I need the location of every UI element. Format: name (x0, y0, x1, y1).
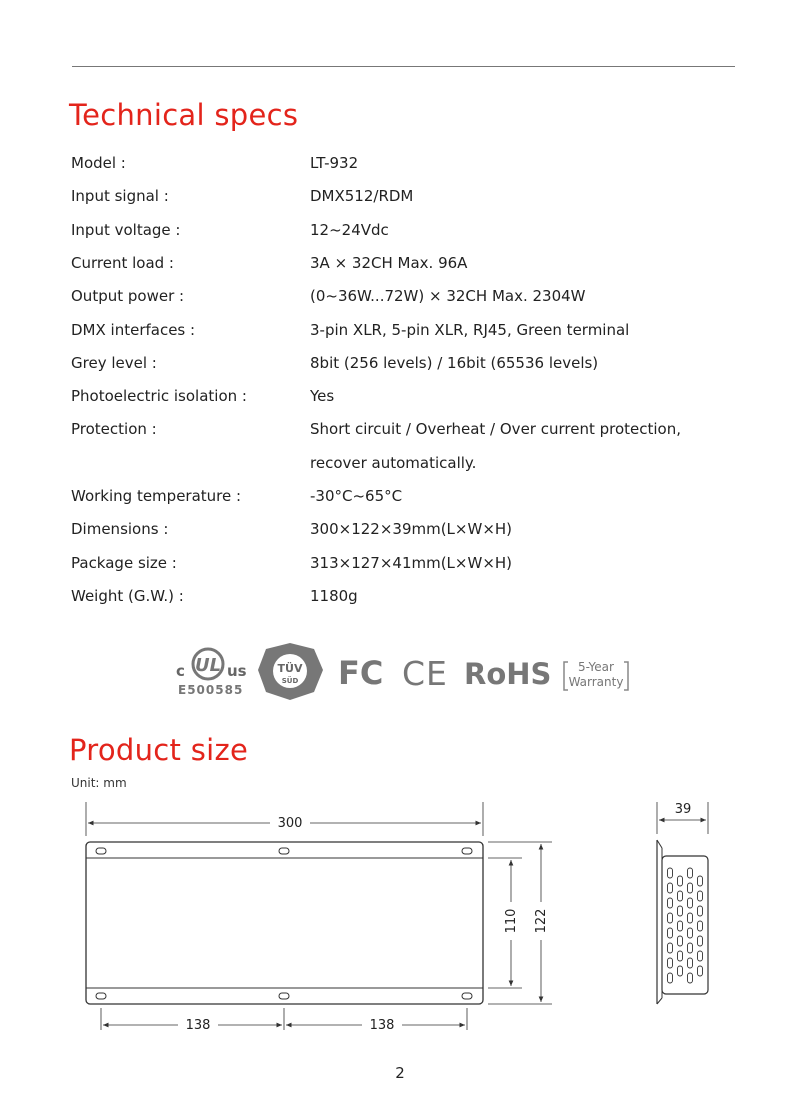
spec-value: Yes (310, 387, 335, 405)
side-view (657, 840, 708, 1004)
vent-slot (698, 891, 703, 901)
dim-hole-spacing-right: 138 (369, 1018, 395, 1030)
spec-label: DMX interfaces : (71, 321, 196, 339)
vent-slot (668, 883, 673, 893)
dim-width (488, 842, 552, 1004)
vent-slot (698, 876, 703, 886)
vent-slot (668, 973, 673, 983)
dim-width-label: 122 (534, 908, 549, 934)
spec-label: Model : (71, 154, 126, 172)
vent-slot (668, 898, 673, 908)
header-rule (72, 66, 735, 67)
size-title: Product size (69, 733, 249, 767)
vent-slot (668, 928, 673, 938)
side-vents (668, 868, 703, 983)
vent-slot (678, 906, 683, 916)
tuv-logo (258, 643, 323, 700)
vent-slot (688, 913, 693, 923)
vent-slot (678, 936, 683, 946)
dim-length-label: 300 (277, 816, 303, 831)
dim-inner-width (488, 858, 522, 988)
vent-slot (688, 898, 693, 908)
vent-slot (668, 958, 673, 968)
specs-title: Technical specs (69, 98, 299, 132)
spec-value: 3A × 32CH Max. 96A (310, 254, 468, 272)
certification-logos (170, 640, 640, 704)
spec-label: Package size : (71, 554, 177, 572)
vent-slot (688, 958, 693, 968)
spec-value: LT-932 (310, 154, 359, 172)
rohs-logo: RoHS (464, 657, 552, 691)
top-view (86, 842, 483, 1004)
spec-value: recover automatically. (310, 454, 477, 472)
unit-label: Unit: mm (71, 776, 127, 790)
spec-value: -30°C~65°C (310, 487, 403, 505)
spec-value: DMX512/RDM (310, 187, 414, 205)
spec-label: Current load : (71, 254, 174, 272)
dim-inner-width-label: 110 (504, 908, 519, 934)
dim-height (657, 802, 708, 834)
spec-value: 313×127×41mm(L×W×H) (310, 554, 513, 572)
tuv-sub: SÜD (281, 677, 299, 685)
dim-length (86, 802, 483, 836)
ul-code: E500585 (178, 683, 244, 697)
spec-value: (0~36W...72W) × 32CH Max. 2304W (310, 287, 586, 305)
product-drawing (0, 790, 800, 1034)
vent-slot (688, 943, 693, 953)
warranty-line2: Warranty (568, 675, 624, 689)
vent-slot (678, 891, 683, 901)
dim-hole-spacing-left: 138 (185, 1018, 211, 1030)
vent-slot (698, 936, 703, 946)
spec-label: Input voltage : (71, 221, 181, 239)
spec-label: Output power : (71, 287, 185, 305)
spec-label: Working temperature : (71, 487, 242, 505)
spec-value: Short circuit / Overheat / Over current protection, (310, 420, 682, 438)
dim-hole-spacing (101, 1008, 467, 1030)
vent-slot (678, 876, 683, 886)
vent-slot (668, 913, 673, 923)
spec-label: Protection : (71, 420, 157, 438)
vent-slot (678, 921, 683, 931)
warranty-line1: 5-Year (578, 660, 614, 674)
page-number: 2 (395, 1064, 405, 1082)
vent-slot (698, 966, 703, 976)
ul-us-text: us (227, 662, 247, 680)
vent-slot (668, 868, 673, 878)
vent-slot (688, 928, 693, 938)
dim-height-label: 39 (674, 802, 692, 817)
spec-value: 3-pin XLR, 5-pin XLR, RJ45, Green terminal (310, 321, 630, 339)
spec-label: Input signal : (71, 187, 169, 205)
vent-slot (688, 868, 693, 878)
spec-label: Weight (G.W.) : (71, 587, 184, 605)
vent-slot (698, 951, 703, 961)
svg-text:UL: UL (195, 655, 222, 676)
vent-slot (668, 943, 673, 953)
ul-logo (176, 649, 247, 697)
tuv-name: TÜV (277, 662, 303, 675)
spec-value: 12~24Vdc (310, 221, 389, 239)
ce-logo: CE (402, 654, 448, 693)
spec-value: 1180g (310, 587, 358, 605)
vent-slot (678, 966, 683, 976)
spec-value: 300×122×39mm(L×W×H) (310, 520, 513, 538)
vent-slot (698, 906, 703, 916)
vent-slot (688, 973, 693, 983)
ul-c-text: c (176, 662, 185, 680)
vent-slot (688, 883, 693, 893)
vent-slot (698, 921, 703, 931)
fcc-logo: FC (338, 654, 384, 692)
spec-label: Dimensions : (71, 520, 169, 538)
spec-label: Grey level : (71, 354, 157, 372)
spec-label: Photoelectric isolation : (71, 387, 247, 405)
warranty-badge (564, 660, 628, 690)
spec-value: 8bit (256 levels) / 16bit (65536 levels) (310, 354, 599, 372)
vent-slot (678, 951, 683, 961)
